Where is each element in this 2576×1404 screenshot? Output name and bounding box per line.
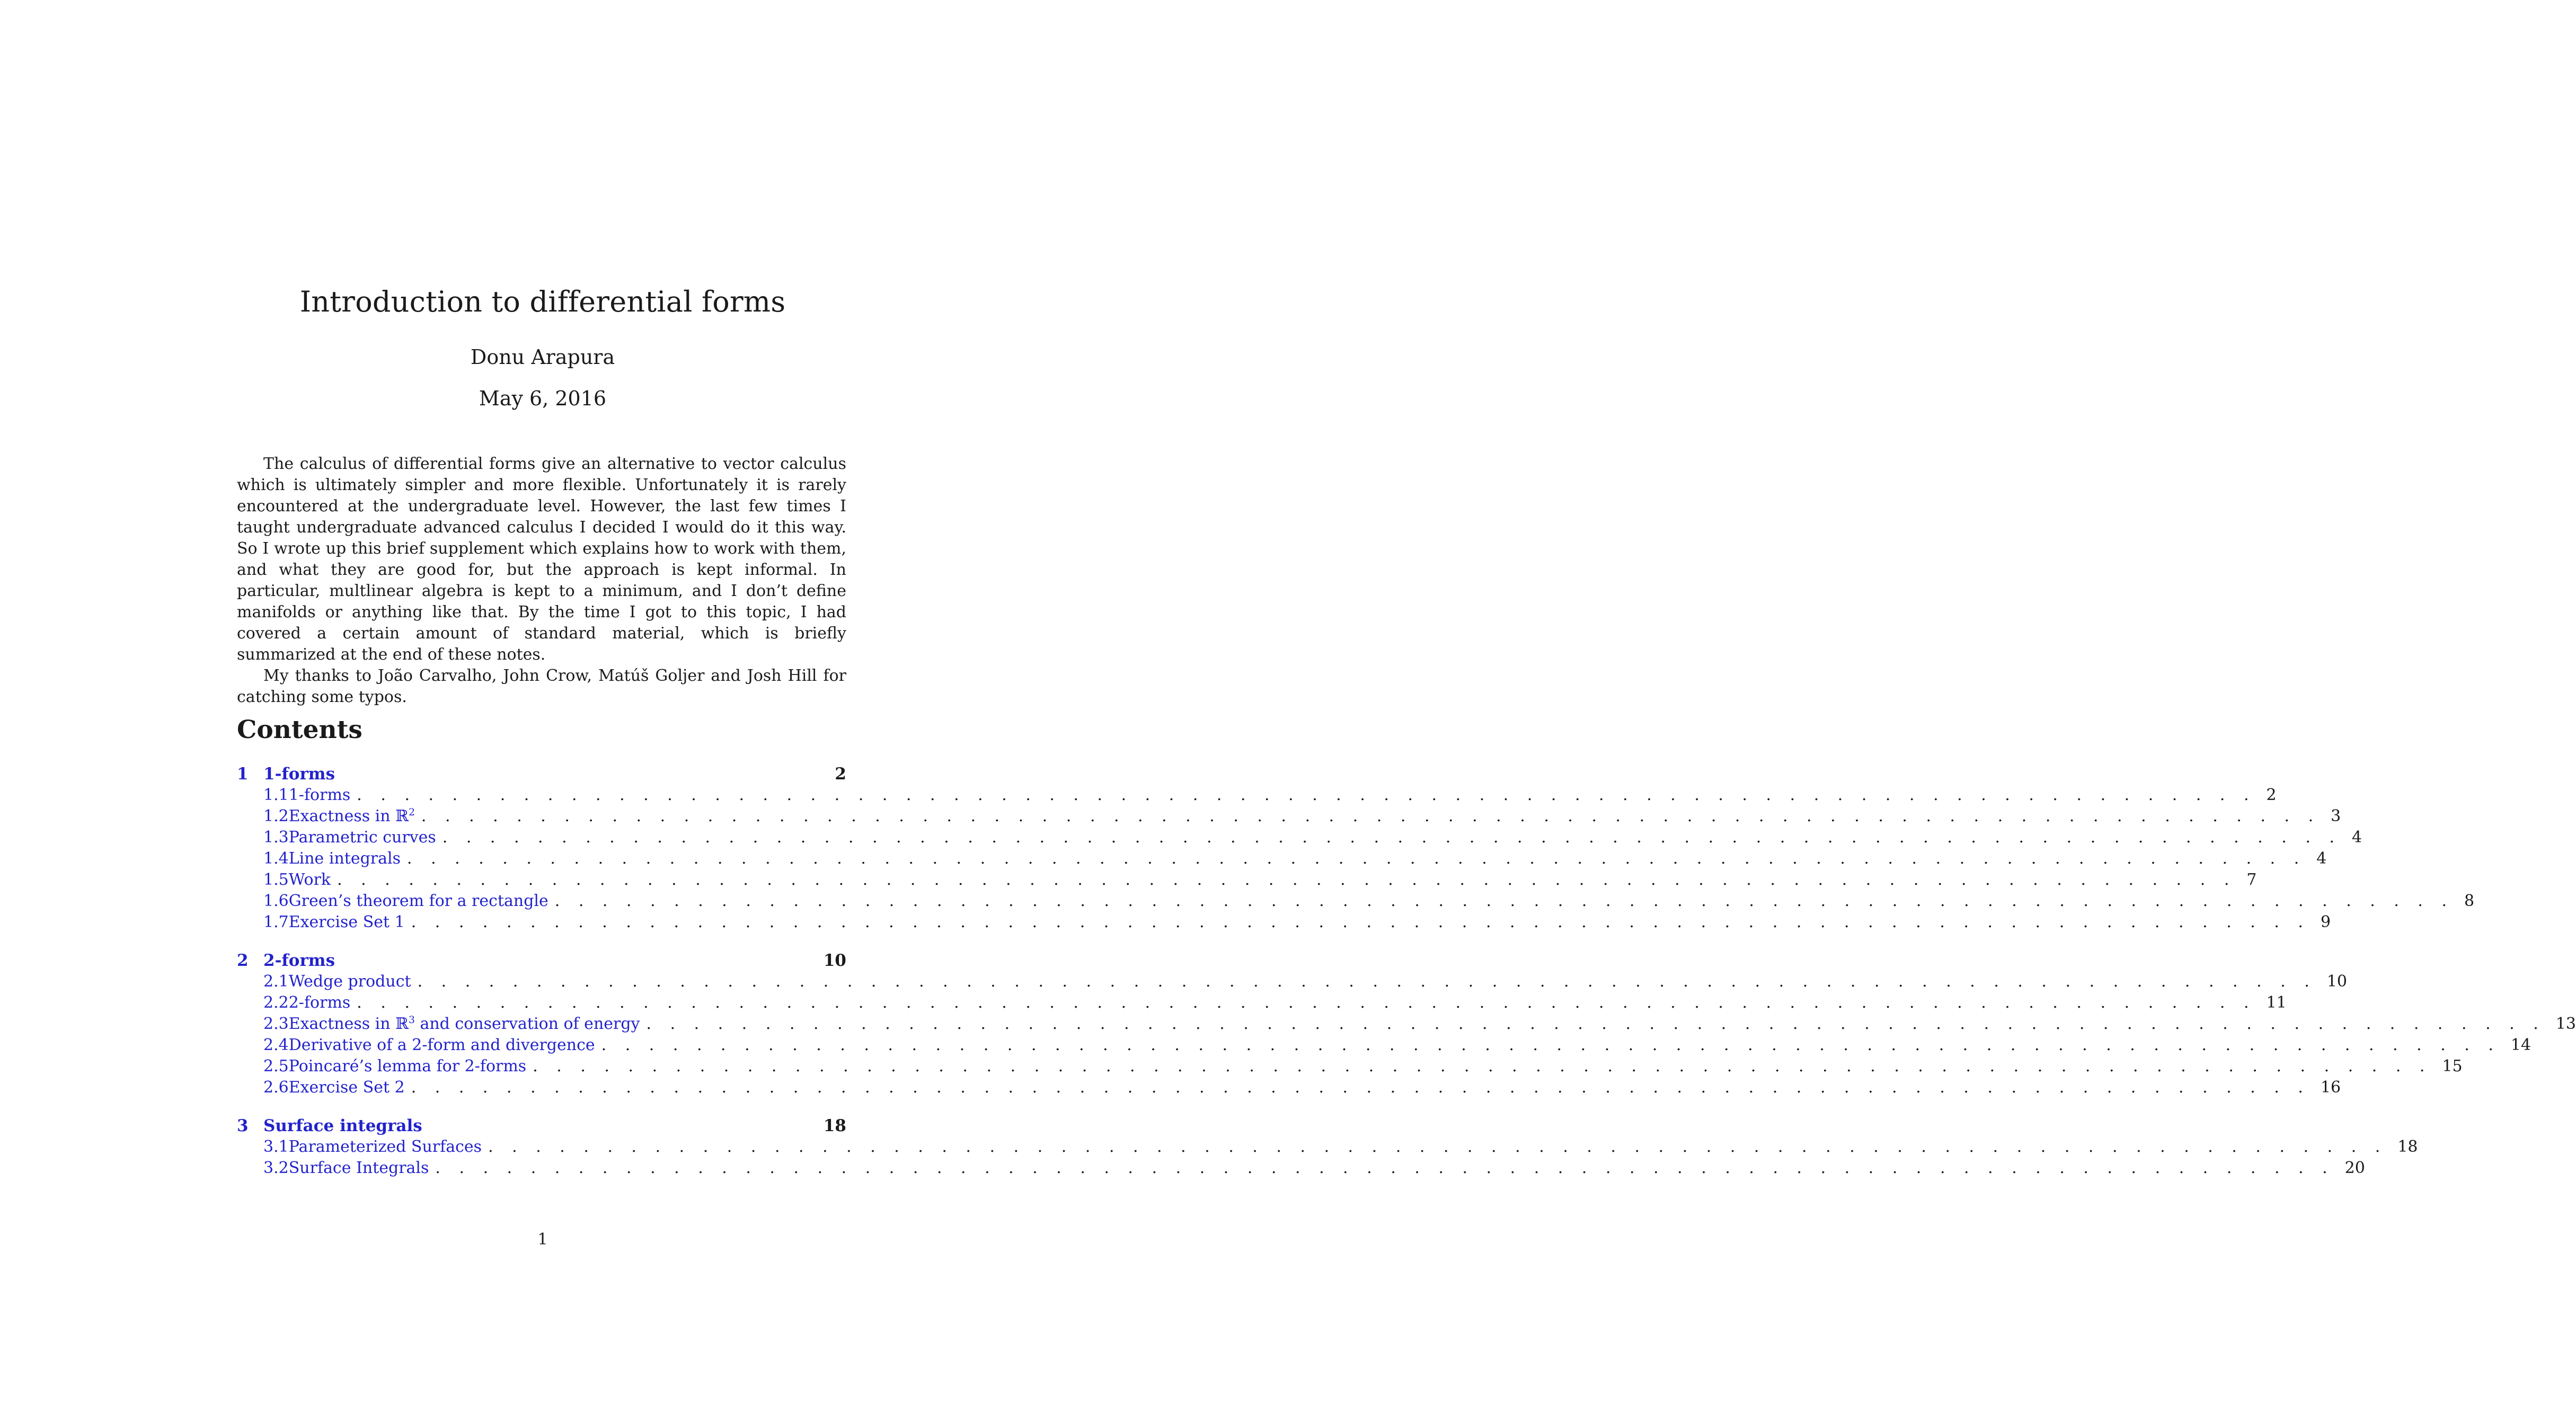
- toc-subsection-title: Exercise Set 1: [288, 913, 405, 931]
- toc-subsection-link[interactable]: [237, 869, 2257, 891]
- toc-subsection-title: 1-forms: [288, 786, 351, 804]
- toc-subsection-number: 2.6: [263, 1078, 289, 1097]
- document-date: May 6, 2016: [479, 387, 607, 410]
- toc-subsection-link[interactable]: [237, 1035, 2531, 1056]
- toc-section-page: 10: [823, 951, 846, 970]
- toc-section-link[interactable]: [237, 763, 846, 785]
- toc-subsection-number: 1.5: [263, 870, 289, 889]
- toc-subsection-number: 2.3: [263, 1015, 289, 1033]
- toc-subsection-number: 3.2: [263, 1159, 289, 1177]
- abstract: [237, 454, 846, 708]
- toc-subsection-title: Exactness in ℝ$^2$: [288, 807, 415, 825]
- toc-subsection-link[interactable]: [237, 806, 2341, 827]
- toc-spacer: [237, 933, 846, 950]
- toc-section-number: 3: [237, 1116, 249, 1135]
- page-number: 1: [537, 1230, 548, 1249]
- toc-subsection-page: 2: [2266, 786, 2277, 804]
- toc-dot-leader: . . . . . . . . . . . . . . . . . . . . . . . . . . . . . . . . . . . . . . . . . . . . . . . . . . . . . . . . . . . . . . . . . . . . . . . . . . . . . . . .: [554, 892, 2454, 910]
- toc-subsection-page: 3: [2331, 807, 2341, 825]
- toc-section-number: 1: [237, 765, 249, 784]
- author-name: Donu Arapura: [470, 345, 615, 369]
- toc-dot-leader: . . . . . . . . . . . . . . . . . . . . . . . . . . . . . . . . . . . . . . . . . . . . . . . . . . . . . . . . . . . . . . . . . . . . . . . . . . . . . . . .: [435, 1159, 2334, 1177]
- toc-subsection-page: 8: [2464, 892, 2475, 910]
- abstract-paragraph: The calculus of differential forms give an alternative to vector calculus which is ultimately simpler and more flexible. Unfortunately it is rarely encountered at the undergraduate level. However, the last few times I taught undergraduate advanced calculus I decided I would do it this way. So I wrote up this brief supplement which explains how to work with them, and what they are good for, but the approach is kept informal. In particular, multlinear algebra is kept to a minimum, and I don’t define manifolds or anything like that. By the time I got to this topic, I had covered a certain amount of standard material, which is briefly summarized at the end of these notes.: [237, 455, 846, 664]
- toc-subsection-title: Exactness in ℝ$^3$ and conservation of energy: [288, 1015, 640, 1033]
- toc-subsection-title: Parameterized Surfaces: [288, 1138, 482, 1156]
- toc-subsection-link[interactable]: [237, 848, 2327, 869]
- acknowledgements-paragraph: My thanks to João Carvalho, John Crow, Matúš Goljer and Josh Hill for catching some typos.: [237, 667, 846, 706]
- toc-dot-leader: . . . . . . . . . . . . . . . . . . . . . . . . . . . . . . . . . . . . . . . . . . . . . . . . . . . . . . . . . . . . . . . . . . . . . . . . . . . . . . . .: [407, 849, 2306, 868]
- toc-subsection-title: Work: [288, 870, 331, 889]
- toc-section-number: 2: [237, 951, 249, 970]
- toc-subsection-title: Surface Integrals: [288, 1159, 429, 1177]
- toc-section-title: 2-forms: [263, 951, 335, 970]
- toc-subsection-page: 15: [2442, 1057, 2463, 1076]
- toc-dot-leader: . . . . . . . . . . . . . . . . . . . . . . . . . . . . . . . . . . . . . . . . . . . . . . . . . . . . . . . . . . . . . . . . . . . . . . . . . . . . . . . .: [411, 913, 2310, 931]
- toc-subsection-link[interactable]: [237, 1077, 2341, 1098]
- toc-section-title: 1-forms: [263, 765, 335, 784]
- toc-subsection-page: 16: [2320, 1078, 2341, 1097]
- toc-subsection-number: 3.1: [263, 1138, 289, 1156]
- toc-subsection-link[interactable]: [237, 891, 2475, 912]
- toc-subsection-title: Derivative of a 2-form and divergence: [288, 1036, 595, 1054]
- toc-subsection-number: 2.1: [263, 972, 289, 991]
- toc-subsection-link[interactable]: [237, 992, 2287, 1014]
- toc-subsection-page: 20: [2344, 1159, 2365, 1177]
- toc-dot-leader: . . . . . . . . . . . . . . . . . . . . . . . . . . . . . . . . . . . . . . . . . . . . . . . . . . . . . . . . . . . . . . . . . . . . . . . . . . . . . . . .: [601, 1036, 2500, 1054]
- toc-subsection-link[interactable]: [237, 1136, 2418, 1158]
- toc-subsection-page: 7: [2246, 870, 2257, 889]
- toc-dot-leader: . . . . . . . . . . . . . . . . . . . . . . . . . . . . . . . . . . . . . . . . . . . . . . . . . . . . . . . . . . . . . . . . . . . . . . . . . . . . . . . .: [488, 1138, 2387, 1156]
- toc-dot-leader: . . . . . . . . . . . . . . . . . . . . . . . . . . . . . . . . . . . . . . . . . . . . . . . . . . . . . . . . . . . . . . . . . . . . . . . . . . . . . . . .: [442, 828, 2342, 847]
- toc-dot-leader: . . . . . . . . . . . . . . . . . . . . . . . . . . . . . . . . . . . . . . . . . . . . . . . . . . . . . . . . . . . . . . . . . . . . . . . . . . . . . . . .: [421, 807, 2321, 825]
- toc-subsection-title: Wedge product: [288, 972, 411, 991]
- toc-subsection-page: 14: [2510, 1036, 2531, 1054]
- toc-section-page: 18: [823, 1116, 846, 1135]
- toc-dot-leader: . . . . . . . . . . . . . . . . . . . . . . . . . . . . . . . . . . . . . . . . . . . . . . . . . . . . . . . . . . . . . . . . . . . . . . . . . . . . . . . .: [646, 1015, 2545, 1033]
- toc-dot-leader: . . . . . . . . . . . . . . . . . . . . . . . . . . . . . . . . . . . . . . . . . . . . . . . . . . . . . . . . . . . . . . . . . . . . . . . . . . . . . . . .: [337, 870, 2236, 889]
- toc-subsection-number: 2.2: [263, 993, 289, 1012]
- toc-subsection-link[interactable]: [237, 827, 2362, 848]
- toc-subsection-link[interactable]: [237, 1056, 2463, 1077]
- toc-dot-leader: . . . . . . . . . . . . . . . . . . . . . . . . . . . . . . . . . . . . . . . . . . . . . . . . . . . . . . . . . . . . . . . . . . . . . . . . . . . . . . . .: [533, 1057, 2432, 1076]
- toc-subsection-page: 10: [2326, 972, 2347, 991]
- table-of-contents: [237, 763, 2576, 1179]
- toc-subsection-number: 1.2: [263, 807, 289, 825]
- toc-section-link[interactable]: [237, 950, 846, 971]
- toc-subsection-link[interactable]: [237, 971, 2347, 992]
- document-title: Introduction to differential forms: [299, 285, 786, 318]
- toc-subsection-link[interactable]: [237, 912, 2331, 933]
- toc-subsection-title: Green’s theorem for a rectangle: [288, 892, 548, 910]
- toc-dot-leader: . . . . . . . . . . . . . . . . . . . . . . . . . . . . . . . . . . . . . . . . . . . . . . . . . . . . . . . . . . . . . . . . . . . . . . . . . . . . . . . .: [357, 993, 2256, 1012]
- toc-subsection-page: 18: [2397, 1138, 2418, 1156]
- toc-subsection-link[interactable]: [237, 785, 2277, 806]
- superscript: 3: [409, 1015, 415, 1026]
- toc-section-link[interactable]: [237, 1115, 846, 1136]
- toc-subsection-title: Parametric curves: [288, 828, 436, 847]
- toc-subsection-page: 13: [2555, 1015, 2576, 1033]
- toc-subsection-title: 2-forms: [288, 993, 351, 1012]
- toc-dot-leader: . . . . . . . . . . . . . . . . . . . . . . . . . . . . . . . . . . . . . . . . . . . . . . . . . . . . . . . . . . . . . . . . . . . . . . . . . . . . . . . .: [417, 972, 2316, 991]
- toc-subsection-number: 1.3: [263, 828, 289, 847]
- toc-subsection-link[interactable]: [237, 1014, 2576, 1035]
- toc-dot-leader: . . . . . . . . . . . . . . . . . . . . . . . . . . . . . . . . . . . . . . . . . . . . . . . . . . . . . . . . . . . . . . . . . . . . . . . . . . . . . . . .: [357, 786, 2256, 804]
- toc-subsection-number: 1.1: [263, 786, 289, 804]
- toc-dot-leader: . . . . . . . . . . . . . . . . . . . . . . . . . . . . . . . . . . . . . . . . . . . . . . . . . . . . . . . . . . . . . . . . . . . . . . . . . . . . . . . .: [411, 1078, 2310, 1097]
- toc-subsection-number: 1.7: [263, 913, 289, 931]
- toc-section-page: 2: [835, 765, 846, 784]
- toc-subsection-number: 1.6: [263, 892, 289, 910]
- toc-subsection-page: 4: [2352, 828, 2362, 847]
- superscript: 2: [409, 807, 415, 818]
- toc-subsection-title: Line integrals: [288, 849, 401, 868]
- toc-subsection-number: 1.4: [263, 849, 289, 868]
- toc-subsection-page: 11: [2266, 993, 2287, 1012]
- toc-subsection-link[interactable]: [237, 1158, 2365, 1179]
- toc-subsection-title: Exercise Set 2: [288, 1078, 405, 1097]
- toc-subsection-number: 2.4: [263, 1036, 289, 1054]
- toc-subsection-number: 2.5: [263, 1057, 289, 1076]
- toc-subsection-page: 4: [2316, 849, 2327, 868]
- toc-spacer: [237, 1098, 846, 1115]
- toc-section-title: Surface integrals: [263, 1116, 422, 1135]
- toc-subsection-page: 9: [2320, 913, 2331, 931]
- contents-heading: Contents: [237, 715, 362, 744]
- toc-subsection-title: Poincaré’s lemma for 2-forms: [288, 1057, 527, 1076]
